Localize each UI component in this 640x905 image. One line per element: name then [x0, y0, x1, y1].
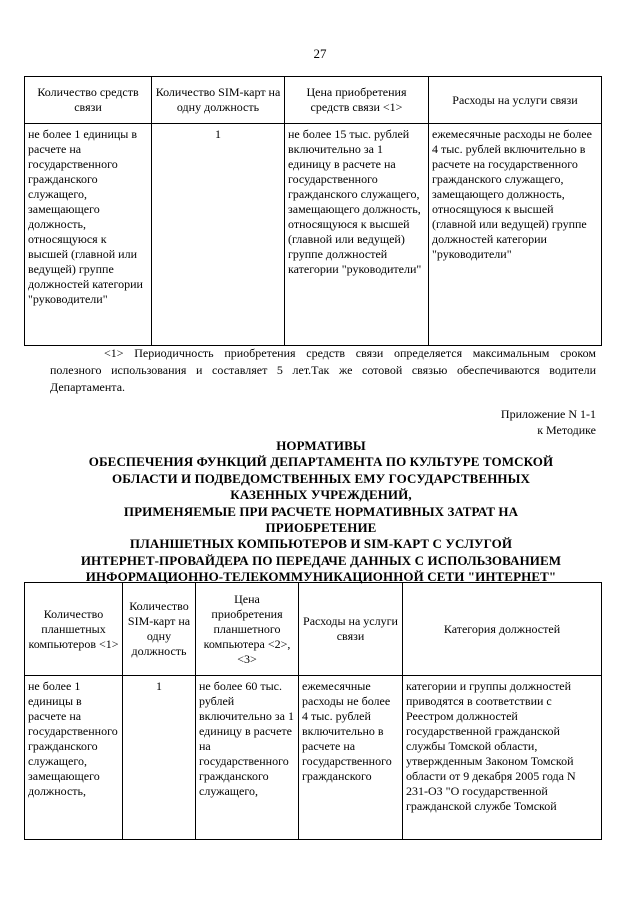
appendix-line: к Методике	[537, 423, 596, 437]
table-row	[25, 124, 602, 346]
table-cell: категории и группы должностей приводятся в соответствии с Реестром должностей государственной гражданской службы Томской области, утвержденным Законом Томской области от 9 декабря 2005 года N 231-ОЗ "О государственной гражданской службе Томской	[403, 676, 602, 840]
table-cell: ежемесячные расходы не более 4 тыс. рублей включительно в расчете на государственного гражданского	[299, 676, 403, 840]
header-cell: Расходы на услуги связи	[299, 583, 403, 676]
header-cell: Количество SIM-карт на одну должность	[123, 583, 196, 676]
header-cell: Цена приобретения планшетного компьютера <2>, <3>	[196, 583, 299, 676]
header-cell: Количество средств связи	[25, 77, 152, 124]
appendix-line: Приложение N 1-1	[500, 407, 596, 421]
table-cell: ежемесячные расходы не более 4 тыс. рублей включительно в расчете на государственного гражданского служащего, замещающего должность, относящуюся к высшей (главной или ведущей) группе должностей категории "руководители"	[429, 124, 602, 346]
title-line: ИНФОРМАЦИОННО-ТЕЛЕКОММУНИКАЦИОННОЙ СЕТИ "ИНТЕРНЕТ"	[85, 569, 557, 585]
table-cell: не более 1 единицы в расчете на государственного гражданского служащего, замещающего должность,	[25, 676, 123, 840]
table-cell: 1	[152, 124, 285, 346]
footnote: <1> Периодичность приобретения средств связи определяется максимальным сроком полезного использования и составляет 5 лет.Так же сотовой связью обеспечиваются водители Департамента.	[50, 346, 596, 394]
document-title	[24, 438, 618, 586]
table-header-row	[25, 77, 602, 124]
table-cell: не более 15 тыс. рублей включительно за 1 единицу в расчете на государственного гражданского служащего, замещающего должность, относящуюся к высшей (главной или ведущей) группе должностей категории "руководители"	[285, 124, 429, 346]
title-line: ИНТЕРНЕТ-ПРОВАЙДЕРА ПО ПЕРЕДАЧЕ ДАННЫХ С ИСПОЛЬЗОВАНИЕМ	[80, 552, 562, 568]
title-line: ОБЕСПЕЧЕНИЯ ФУНКЦИЙ ДЕПАРТАМЕНТА ПО КУЛЬТУРЕ ТОМСКОЙ	[88, 454, 554, 470]
communication-means-table	[24, 76, 602, 346]
title-line: ОБЛАСТИ И ПОДВЕДОМСТВЕННЫХ ЕМУ ГОСУДАРСТВЕННЫХ	[111, 470, 530, 486]
title-line: ПРИМЕНЯЕМЫЕ ПРИ РАСЧЕТЕ НОРМАТИВНЫХ ЗАТРАТ НА	[123, 503, 519, 519]
header-cell: Категория должностей	[403, 583, 602, 676]
table-cell: не более 60 тыс. рублей включительно за 1 единицу в расчете на государственного гражданского служащего,	[196, 676, 299, 840]
header-cell: Количество SIM-карт на одну должность	[152, 77, 285, 124]
table-header-row	[25, 583, 602, 676]
title-line: НОРМАТИВЫ	[276, 438, 366, 453]
title-line: ПЛАНШЕТНЫХ КОМПЬЮТЕРОВ И SIM-КАРТ С УСЛУГОЙ	[129, 536, 513, 552]
header-cell: Расходы на услуги связи	[429, 77, 602, 124]
header-cell: Цена приобретения средств связи <1>	[285, 77, 429, 124]
title-line: ПРИОБРЕТЕНИЕ	[265, 520, 377, 536]
header-cell: Количество планшетных компьютеров <1>	[25, 583, 123, 676]
table-cell: 1	[123, 676, 196, 840]
table-row	[25, 676, 602, 840]
tablet-computers-table	[24, 582, 602, 840]
table-cell: не более 1 единицы в расчете на государственного гражданского служащего, замещающего должность, относящуюся к высшей (главной или ведущей) группе должностей категории "руководители"	[25, 124, 152, 346]
appendix-reference	[501, 406, 596, 438]
title-line: КАЗЕННЫХ УЧРЕЖДЕНИЙ,	[230, 487, 412, 503]
page-number: 27	[313, 46, 327, 61]
